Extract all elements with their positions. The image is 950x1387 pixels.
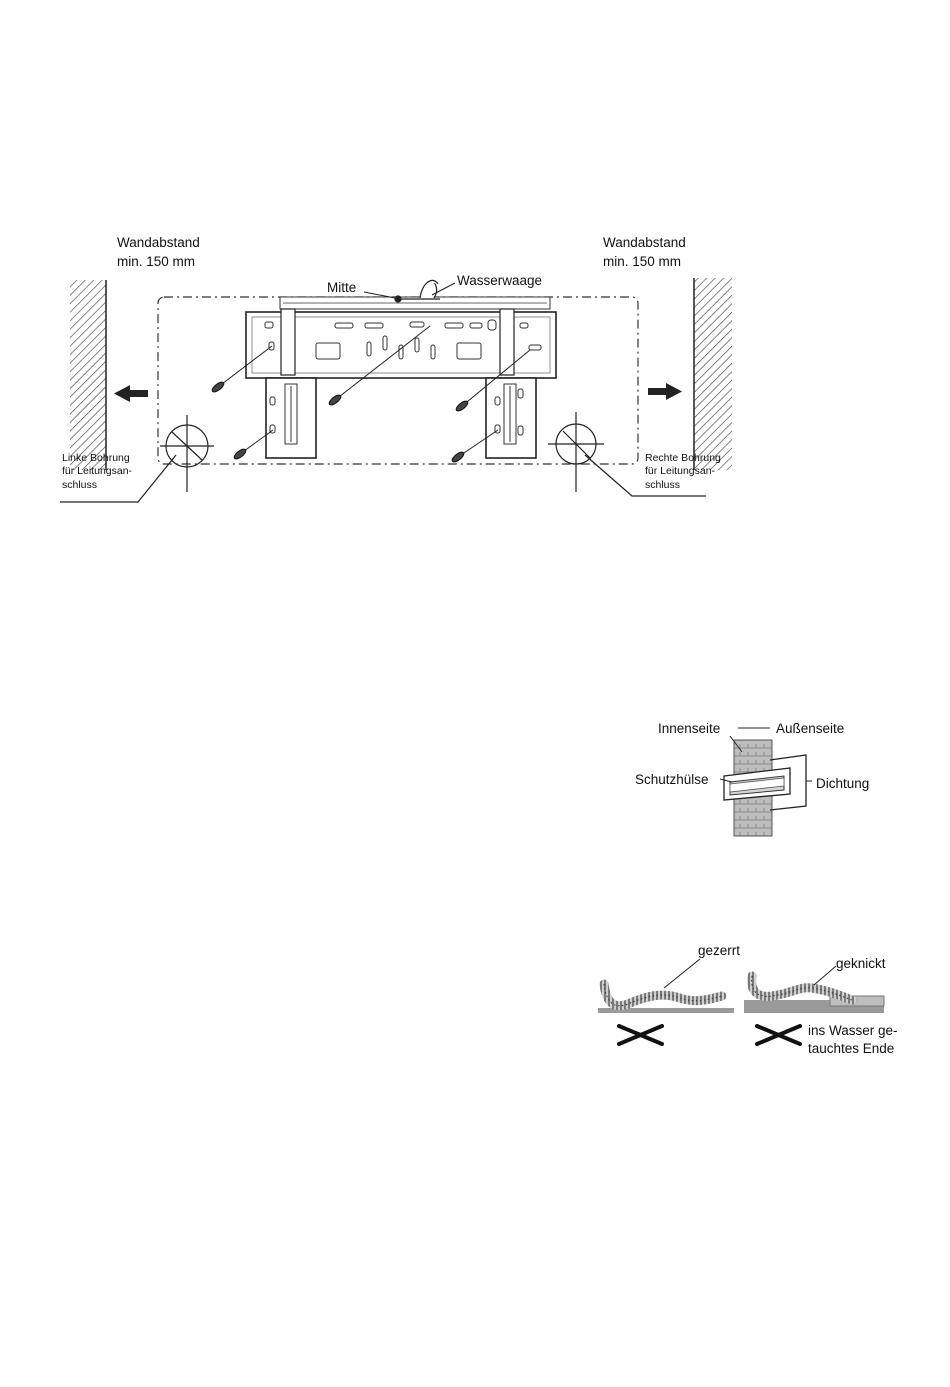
cross-icon [757, 1026, 800, 1044]
submerged-line2: tauchtes Ende [808, 1041, 895, 1056]
left-hole-line1: Linke Bohrung [62, 452, 130, 464]
left-wall [70, 280, 106, 470]
spirit-level-icon [395, 280, 440, 302]
outside-label: Außenseite [776, 721, 845, 736]
left-clearance-line1: Wandabstand [117, 235, 200, 250]
left-hole-line2: für Leitungsan- [62, 465, 133, 477]
screw-icon [211, 380, 470, 463]
right-hole-line2: für Leitungsan- [645, 465, 716, 477]
right-bracket-leg [486, 378, 536, 458]
mounting-plate-figure [60, 235, 732, 502]
right-hole-line3: schluss [645, 479, 681, 491]
right-wall [694, 278, 732, 470]
inside-label: Innenseite [658, 721, 721, 736]
right-arrow-icon [648, 383, 682, 400]
stretched-label: gezerrt [698, 943, 741, 958]
cross-icon [619, 1026, 662, 1044]
drain-hose-figure [598, 943, 898, 1056]
kinked-label: geknickt [836, 956, 886, 971]
sleeve-label: Schutzhülse [635, 772, 709, 787]
wall-sleeve-figure [635, 721, 869, 836]
left-clearance-line2: min. 150 mm [117, 254, 196, 269]
seal-label: Dichtung [816, 776, 870, 791]
right-clearance-line1: Wandabstand [603, 235, 686, 250]
center-label: Mitte [327, 280, 357, 295]
level-label: Wasserwaage [457, 273, 543, 288]
submerged-line1: ins Wasser ge- [808, 1023, 898, 1038]
right-clearance-line2: min. 150 mm [603, 254, 682, 269]
left-hole-line3: schluss [62, 479, 98, 491]
right-hole-line1: Rechte Bohrung [645, 452, 721, 464]
left-arrow-icon [114, 385, 148, 402]
stretched-hose [604, 984, 722, 1006]
